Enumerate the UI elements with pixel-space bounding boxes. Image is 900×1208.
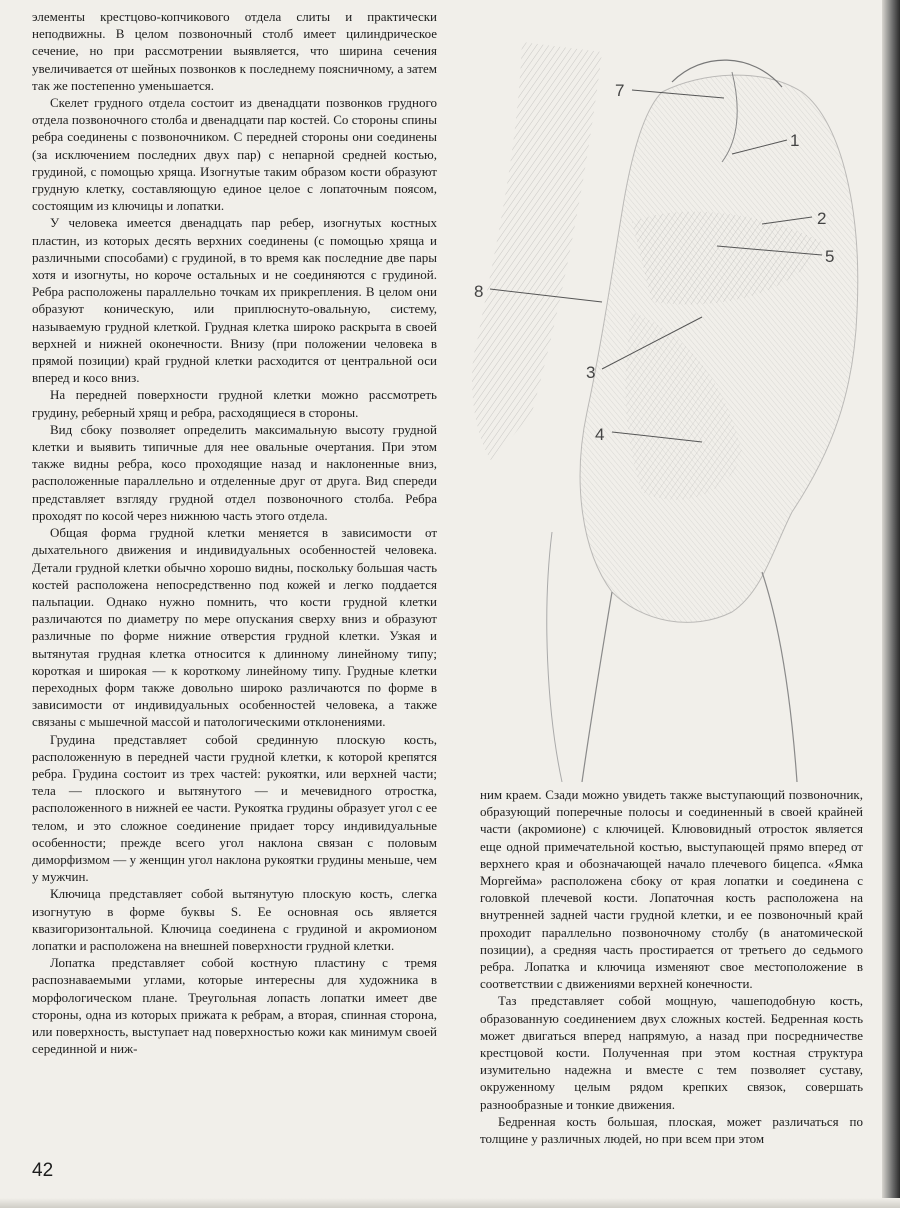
paragraph: Таз представляет собой мощную, чашеподобную кость, образованную соединением двух сложных костей. Бедренная кость может двигаться вперед напрямую, а назад при посредничестве крестцовой кости. Полученная при этом костная структура изумительно надежна и вместе с тем позволяет суставу, окруженному целым рядом крепких связок, совершать разнообразные и тонкие движения. — [480, 993, 863, 1112]
paragraph: Бедренная кость большая, плоская, может различаться по толщине у различных людей, но при всем при этом — [480, 1113, 863, 1147]
paragraph: Грудина представляет собой срединную плоскую кость, расположенную в передней части грудной клетки, к которой крепятся ребра. Грудина состоит из трех частей: рукоятки, или верхней части; тела — плоского и вытянутого — и мечевидного отростка, расположенного в нижней ее части. Рукоятка грудины образует угол с ее телом, и это сложное соединение придает торсу индивидуальные особенности; прежде всего угол наклона связан с половым диморфизмом — у женщин угол наклона рукоятки грудины меньше, чем у мужчин. — [32, 731, 437, 885]
torso-sketch — [462, 12, 882, 782]
paragraph: Вид сбоку позволяет определить максимальную высоту грудной клетки и выявить типичные для нее овальные очертания. При этом также видны ребра, косо проходящие назад и наклоненные вниз, расположенные параллельно и отделенные друг от друга. Вид спереди представляет взгляду грудной отдел позвоночного столба. Ребра проходят по косой через нижнюю часть этого отдела. — [32, 421, 437, 523]
callout-label: 2 — [817, 209, 827, 228]
paragraph: Скелет грудного отдела состоит из двенадцати позвонков грудного отдела позвоночного столба и двенадцати пар костей. Со стороны спины ребра соединены с позвоночником. С передней стороны они соединены (за исключением последних двух пар) с непарной средней костью, грудиной, с помощью хряща. Изогнутые таким образом кости образуют грудную клетку, составляющую единое целое с лопаточным поясом, состоящим из ключицы и лопатки. — [32, 95, 437, 214]
page-number: 42 — [32, 1160, 54, 1181]
callout-label: 5 — [825, 247, 835, 266]
callout-label: 1 — [790, 131, 800, 150]
paragraph: Лопатка представляет собой костную пластину с тремя распознаваемыми углами, которые интересны для художника в морфологическом плане. Треугольная лопасть лопатки имеет две стороны, одна из которых прижата к ребрам, а вторая, спинная сторона, или поверхность, выступает над поверхностью кожи как минимум своей серединной и ниж- — [32, 955, 437, 1057]
callout-label: 7 — [615, 81, 625, 100]
scan-edge-shadow — [882, 0, 900, 1208]
right-text-column — [480, 786, 863, 1147]
paragraph: ним краем. Сзади можно увидеть также выступающий позвоночник, образующий поперечные полосы и соединенный в своей крайней части (акромионе) с ключицей. Клювовидный отросток является еще одной примечательной костью, выступающей прямо вперед от верхнего края и обозначающей начало плечевого бицепса. «Ямка Моргейма» расположена сбоку от края лопатки и соединена с головкой плечевой кости. Лопаточная кость расположена на внутренней задней части грудной клетки, и ее позвоночный край проходит параллельно позвоночному столбу (в анатомической позиции), а средняя часть простирается от третьего до седьмого ребра. Лопатка и ключица изменяют свое местоположение в соответствии с движениями верхней конечности. — [480, 787, 863, 992]
paragraph: У человека имеется двенадцать пар ребер, изогнутых костных пластин, из которых десять верхних соединены (с помощью хряща и различными способами) с грудиной, в то время как последние две пары хотя и изогнуты, но короче остальных и не соединяются с грудиной. Ребра расположены параллельно точкам их прикрепления. В целом они образуют коническую, или приплюснуто-овальную, систему, называемую грудной клеткой. Грудная клетка широко раскрыта в своей верхней и нижней оконечности. Внизу (при положении человека в прямой позиции) край грудной клетки расходится от центральной оси вперед и косо вниз. — [32, 215, 437, 386]
paragraph: элементы крестцово-копчикового отдела слиты и практически неподвижны. В целом позвоночный столб имеет цилиндрическое сечение, но при рассмотрении выявляется, что ширина сечения увеличивается от шейных позвонков к последнему поясничному, а затем так же постепенно уменьшается. — [32, 9, 437, 93]
paragraph: На передней поверхности грудной клетки можно рассмотреть грудину, реберный хрящ и ребра, расходящиеся в стороны. — [32, 387, 437, 420]
left-text-column — [32, 8, 437, 1057]
callout-label: 4 — [595, 425, 605, 444]
callout-label: 8 — [474, 282, 484, 301]
torso-anatomy-illustration — [462, 12, 882, 782]
paragraph: Общая форма грудной клетки меняется в зависимости от дыхательного движения и индивидуальных особенностей человека. Детали грудной клетки обычно хорошо видны, поскольку большая часть костей расположена непосредственно под кожей и легко поддается пальпации. Однако нужно помнить, что кости грудной клетки различаются по диаметру по мере опускания сверху вниз и образуют различные по форме нижние отверстия грудной клетки. Узкая и вытянутая грудная клетка относится к длинному линейному типу; короткая и широкая — к короткому линейному типу. Грудные клетки переходных форм также довольно широко различаются по форме в зависимости от индивидуальных особенностей человека, а также связаны с мышечной массой и патологическими отклонениями. — [32, 525, 437, 730]
paragraph: Ключица представляет собой вытянутую плоскую кость, слегка изогнутую в форме буквы S. Ее основная ось является квазигоризонтальной. Ключица соединена с грудиной и акромионом лопатки и расположена на внешней поверхности грудной клетки. — [32, 886, 437, 953]
scan-bottom-edge — [0, 1198, 900, 1208]
callout-label: 3 — [586, 363, 596, 382]
